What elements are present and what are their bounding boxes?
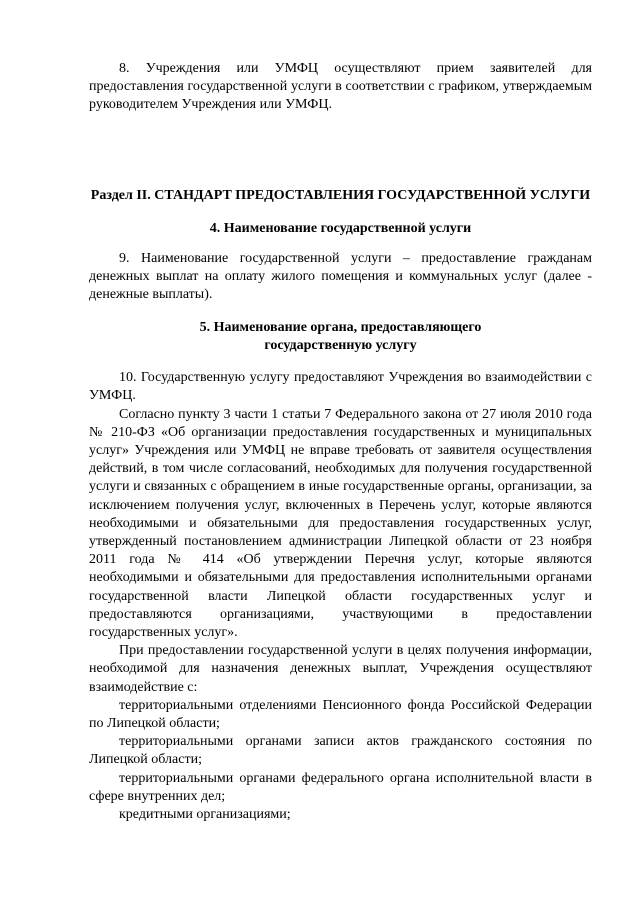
heading-5-line-2: государственную услугу — [264, 338, 417, 354]
paragraph-interaction-intro: При предоставлении государственной услуги в целях получения информации, необходимой для назначения денежных выплат, Учреждения осуществляют взаимодействие с: — [89, 643, 592, 695]
section-2-title: Раздел II. СТАНДАРТ ПРЕДОСТАВЛЕНИЯ ГОСУДАРСТВЕННОЙ УСЛУГИ — [90, 187, 591, 203]
paragraph-8: 8. Учреждения или УМФЦ осуществляют прием заявителей для предоставления государственной услуги в соответствии с графиком, утверждаемым руководителем Учреждения или УМФЦ. — [89, 61, 592, 113]
heading-5-line-1: 5. Наименование органа, предоставляющего — [199, 320, 482, 336]
list-item-civil-registry: территориальными органами записи актов гражданского состояния по Липецкой области; — [89, 734, 592, 768]
paragraph-9: 9. Наименование государственной услуги – предоставление гражданам денежных выплат на оплату жилого помещения и коммунальных услуг (далее - денежные выплаты). — [89, 250, 592, 303]
heading-4: 4. Наименование государственной услуги — [209, 220, 472, 236]
heading-5 — [89, 319, 592, 355]
list-item-internal-affairs: территориальными органами федерального органа исполнительной власти в сфере внутренних дел; — [89, 770, 592, 804]
list-item-credit-orgs: кредитными организациями; — [119, 807, 291, 823]
paragraph-10: 10. Государственную услугу предоставляют Учреждения во взаимодействии с УМФЦ. — [89, 370, 592, 404]
list-item-pension-fund: территориальными отделениями Пенсионного фонда Российской Федерации по Липецкой области; — [89, 697, 592, 732]
paragraph-soglasno: Согласно пункту 3 части 1 статьи 7 Федерального закона от 27 июля 2010 года № 210-ФЗ «Об организации предоставления государственных и муниципальных услуг» Учреждения или УМФЦ не вправе требовать от заявителя осуществления действий, в том числе согласований, необходимых для получения государственной услуги и связанных с обращением в иные государственные органы, организации, за исключением получения услуг, включенных в Перечень услуг, которые являются необходимыми и обязательными для предоставления государственных услуг, утвержденный постановлением администрации Липецкой области от 23 ноября 2011 года № 414 «Об утверждении Перечня услуг, которые являются необходимыми и обязательными для предоставления исполнительными органами государственной власти Липецкой области государственных услуг и предоставляются организациями, участвующими в предоставлении государственных услуг». — [89, 406, 592, 641]
